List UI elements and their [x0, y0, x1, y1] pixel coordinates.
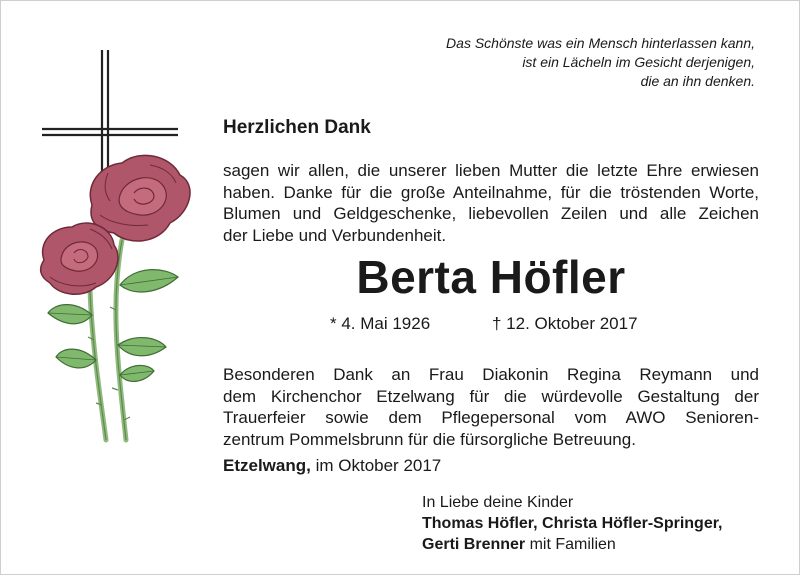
- special-line: Trauerfeier sowie dem Pflegepersonal vom AWO Senioren-: [223, 408, 759, 427]
- special-thanks-paragraph: [223, 364, 759, 450]
- town: Etzelwang,: [223, 456, 311, 475]
- special-line: zentrum Pommelsbrunn für die fürsorgliche Betreuung.: [223, 429, 636, 449]
- thanks-line: haben. Danke für die große Anteilnahme, für die tröstenden Worte,: [223, 182, 759, 202]
- quote-line-2: ist ein Lächeln im Gesicht derjenigen,: [522, 54, 755, 70]
- quote-line-3: die an ihn denken.: [640, 73, 755, 89]
- cross-and-roses-illustration: [30, 45, 210, 445]
- heading: Herzlichen Dank: [223, 117, 371, 138]
- notice-date: im Oktober 2017: [310, 456, 442, 475]
- rose-icon: [90, 155, 190, 241]
- signature-names: Gerti Brenner: [422, 536, 526, 553]
- special-line: Besonderen Dank an Frau Diakonin Regina Reymann und: [223, 365, 759, 384]
- special-line: dem Kirchenchor Etzelwang für die würdevolle Gestaltung der: [223, 386, 759, 406]
- place-and-date: [223, 456, 441, 476]
- thanks-line: Blumen und Geldgeschenke, liebevollen Zeilen und alle Zeichen: [223, 204, 759, 223]
- quote-line-1: Das Schönste was ein Mensch hinterlassen kann,: [446, 35, 755, 51]
- memorial-quote: [335, 34, 755, 91]
- thanks-line: sagen wir allen, die unserer lieben Mutter die letzte Ehre erwiesen: [223, 161, 759, 180]
- thanks-line: der Liebe und Verbundenheit.: [223, 225, 447, 245]
- death-date: † 12. Oktober 2017: [492, 314, 638, 333]
- signature-suffix: mit Familien: [525, 536, 616, 553]
- birth-date: * 4. Mai 1926: [330, 314, 431, 333]
- signature-intro: In Liebe deine Kinder: [422, 494, 574, 511]
- deceased-name: Berta Höfler: [356, 251, 626, 303]
- signature-names: Thomas Höfler, Christa Höfler-Springer,: [422, 515, 723, 532]
- rose-icon: [41, 223, 118, 294]
- thanks-paragraph: [223, 160, 759, 246]
- signature-block: [422, 492, 723, 555]
